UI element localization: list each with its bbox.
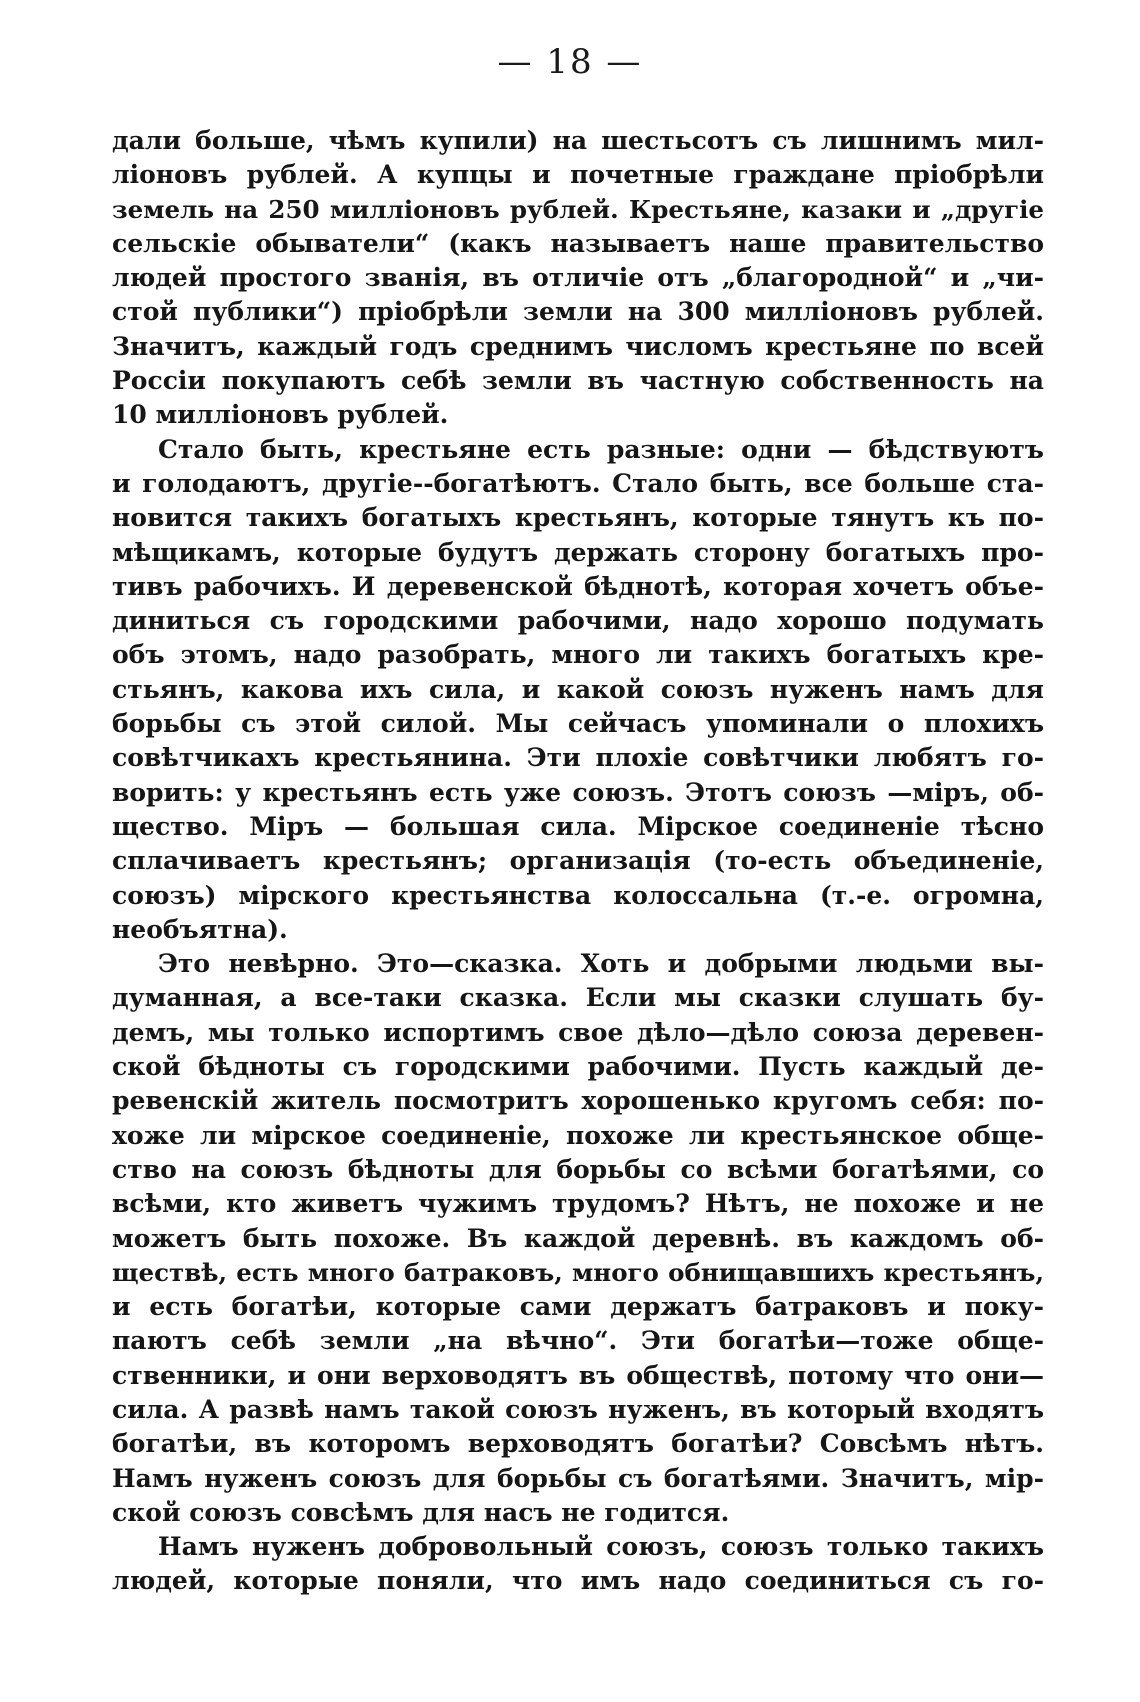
body-text (112, 124, 1044, 1599)
text-line: Это невѣрно. Это—сказка. Хоть и добрыми людьми вы- (158, 949, 1044, 979)
text-line: людей, которые поняли, что имъ надо соединиться съ го- (112, 1566, 1044, 1596)
text-line: тивъ рабочихъ. И деревенской бѣднотѣ, которая хочетъ объе- (112, 571, 1044, 601)
text-line: Намъ нуженъ союзъ для борьбы съ богатѣями. Значитъ, мір- (112, 1463, 1044, 1493)
text-line: сплачиваетъ крестьянъ; организація (то-есть объединеніе, (112, 846, 1044, 876)
text-line: паютъ себѣ земли „на вѣчно“. Эти богатѣи—тоже обще- (112, 1326, 1044, 1356)
text-line: Россіи покупаютъ себѣ земли въ частную собственность на (112, 366, 1044, 396)
text-line: думанная, а все-таки сказка. Если мы сказки слушать бу- (112, 983, 1044, 1013)
text-line: необъятна). (112, 914, 288, 944)
text-line: и есть богатѣи, которые сами держатъ батраковъ и поку- (112, 1292, 1044, 1322)
text-line: диниться съ городскими рабочими, надо хорошо подумать (112, 606, 1044, 636)
text-line: сила. А развѣ намъ такой союзъ нуженъ, въ который входятъ (112, 1394, 1044, 1424)
text-line: ственники, и они верховодятъ въ обществѣ, потому что они— (112, 1360, 1044, 1390)
text-line: стьянъ, какова ихъ сила, и какой союзъ нуженъ намъ для (112, 674, 1044, 704)
text-line: всѣми, кто живетъ чужимъ трудомъ? Нѣтъ, не похоже и не (112, 1189, 1044, 1219)
text-line: богатѣи, въ которомъ верховодятъ богатѣи? Совсѣмъ нѣтъ. (112, 1429, 1044, 1459)
text-line: ство на союзъ бѣдноты для борьбы со всѣми богатѣями, со (112, 1154, 1044, 1184)
text-line: борьбы съ этой силой. Мы сейчасъ упоминали о плохихъ (112, 709, 1044, 739)
text-line: стой публики“) пріобрѣли земли на 300 милліоновъ рублей. (112, 297, 1044, 327)
text-line: ворить: у крестьянъ есть уже союзъ. Этотъ союзъ —міръ, об- (112, 777, 1044, 807)
paragraph-4 (112, 1530, 1044, 1599)
paragraph-3 (112, 947, 1044, 1530)
paragraph-2 (112, 433, 1044, 947)
text-line: Намъ нуженъ добровольный союзъ, союзъ только такихъ (158, 1532, 1044, 1562)
text-line: щество. Міръ — большая сила. Мірское соединеніе тѣсно (112, 811, 1044, 841)
text-line: Значитъ, каждый годъ среднимъ числомъ крестьяне по всей (112, 331, 1044, 361)
paragraph-1 (112, 124, 1044, 433)
text-line: можетъ быть похоже. Въ каждой деревнѣ. въ каждомъ об- (112, 1223, 1044, 1253)
text-line: союзъ) мірского крестьянства колоссальна (т.-е. огромна, (112, 880, 1044, 910)
text-line: ществѣ, есть много батраковъ, много обнищавшихъ крестьянъ, (112, 1257, 1044, 1287)
text-line: сельскіе обыватели“ (какъ называетъ наше правительство (112, 228, 1044, 258)
text-line: Стало быть, крестьяне есть разные: одни — бѣдствуютъ (158, 434, 1044, 464)
text-line: и голодаютъ, другіе--богатѣютъ. Стало быть, все больше ста- (112, 468, 1044, 498)
text-line: мѣщикамъ, которые будутъ держать сторону богатыхъ про- (112, 537, 1044, 567)
text-line: людей простого званія, въ отличіе отъ „благородной“ и „чи- (112, 263, 1044, 293)
text-line: хоже ли мірское соединеніе, похоже ли крестьянское обще- (112, 1120, 1044, 1150)
text-line: земель на 250 милліоновъ рублей. Крестьяне, казаки и „другіе (112, 194, 1044, 224)
text-line: новится такихъ богатыхъ крестьянъ, которые тянутъ къ по- (112, 503, 1044, 533)
text-line: совѣтчикахъ крестьянина. Эти плохіе совѣтчики любятъ го- (112, 743, 1044, 773)
text-line: дали больше, чѣмъ купили) на шестьсотъ съ лишнимъ мил- (112, 126, 1044, 155)
text-line: демъ, мы только испортимъ свое дѣло—дѣло союза деревен- (112, 1017, 1044, 1047)
text-line: ревенскій житель посмотритъ хорошенько кругомъ себя: по- (112, 1086, 1044, 1116)
page-number: — 18 — (497, 42, 643, 82)
text-line: 10 милліоновъ рублей. (112, 400, 449, 430)
text-line: ской бѣдноты съ городскими рабочими. Пусть каждый де- (112, 1052, 1044, 1082)
text-line: объ этомъ, надо разобрать, много ли такихъ богатыхъ кре- (112, 640, 1044, 670)
text-line: ліоновъ рублей. А купцы и почетные граждане пріобрѣли (112, 160, 1044, 190)
text-line: ской союзъ совсѣмъ для насъ не годится. (112, 1497, 730, 1527)
